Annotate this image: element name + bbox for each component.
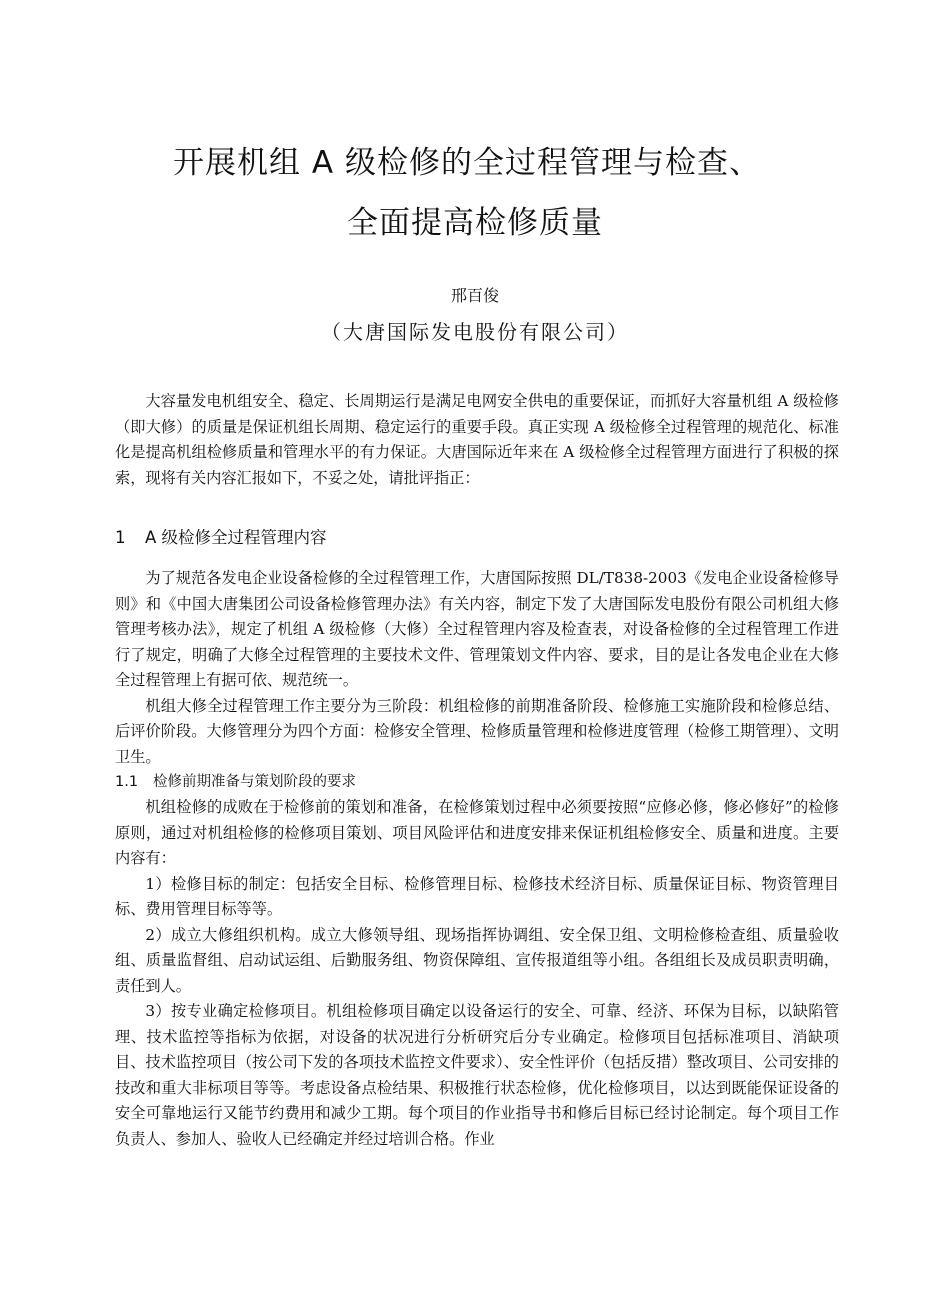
author: 邢百俊	[450, 286, 499, 305]
section-1-1-title: 检修前期准备与策划阶段的要求	[153, 774, 356, 790]
section-1-1-paragraph-4: 3）按专业确定检修项目。机组检修项目确定以设备运行的安全、可靠、经济、环保为目标，以缺陷管理、技术监控等指标为依据，对设备的状况进行分析研究后分专业确定。检修项目包括标准项目、消缺项目、技术监控项目（按公司下发的各项技术监控文件要求）、安全性评价（包括反措）整改项目、公司安排的技改和重大非标项目等等。考虑设备点检结果、积极推行状态检修，优化检修项目，以达到既能保证设备的安全可靠地运行又能节约费用和减少工期。每个项目的作业指导书和修后目标已经讨论制定。每个项目工作负责人、参加人、验收人已经确定并经过培训合格。作业	[115, 1002, 839, 1148]
affiliation: （大唐国际发电股份有限公司）	[321, 320, 629, 344]
section-1-1-paragraph-3: 2）成立大修组织机构。成立大修领导组、现场指挥协调组、安全保卫组、文明检修检查组、质量验收组、质量监督组、启动试运组、后勤服务组、物资保障组、宣传报道组等小组。各组组长及成员职责明确，责任到人。	[115, 925, 839, 995]
section-1-1-paragraph-2: 1）检修目标的制定：包括安全目标、检修管理目标、检修技术经济目标、质量保证目标、物资管理目标、费用管理目标等等。	[115, 874, 839, 918]
intro-block	[115, 389, 839, 491]
section-1-heading	[115, 525, 327, 551]
section-1-title: A 级检修全过程管理内容	[145, 528, 327, 547]
section-1-1-heading	[115, 770, 839, 795]
main-body	[115, 566, 839, 1152]
section-1-1-number: 1.1	[115, 774, 139, 790]
section-1-paragraph-1: 为了规范各发电企业设备检修的全过程管理工作，大唐国际按照 DL/T838-2003《发电企业设备检修导则》和《中国大唐集团公司设备检修管理办法》有关内容，制定下发了大唐国际发电股份有限公司机组大修管理考核办法》，规定了机组 A 级检修（大修）全过程管理内容及检查表，对设备检修的全过程管理工作进行了规定，明确了大修全过程管理的主要技术文件、管理策划文件内容、要求，目的是让各发电企业在大修全过程管理上有据可依、规范统一。	[115, 569, 839, 689]
title-line-2: 全面提高检修质量	[347, 205, 603, 241]
section-1-1-paragraph-1: 机组检修的成败在于检修前的策划和准备，在检修策划过程中必须要按照“应修必修，修必修好”的检修原则，通过对机组检修的检修项目策划、项目风险评估和进度安排来保证机组检修安全、质量和进度。主要内容有：	[115, 798, 839, 867]
section-1-paragraph-2: 机组大修全过程管理工作主要分为三阶段：机组检修的前期准备阶段、检修施工实施阶段和检修总结、后评价阶段。大修管理分为四个方面：检修安全管理、检修质量管理和检修进度管理（检修工期管理）、文明卫生。	[115, 696, 839, 766]
section-1-number: 1	[115, 528, 126, 547]
intro-paragraph: 大容量发电机组安全、稳定、长周期运行是满足电网安全供电的重要保证，而抓好大容量机组 A 级检修（即大修）的质量是保证机组长周期、稳定运行的重要手段。真正实现 A 级检修全过程管理的规范化、标准化是提高机组检修质量和管理水平的有力保证。大唐国际近年来在 A 级检修全过程管理方面进行了积极的探索，现将有关内容汇报如下，不妥之处，请批评指正：	[115, 392, 839, 487]
title-line-1: 开展机组 A 级检修的全过程管理与检查、	[173, 145, 761, 181]
